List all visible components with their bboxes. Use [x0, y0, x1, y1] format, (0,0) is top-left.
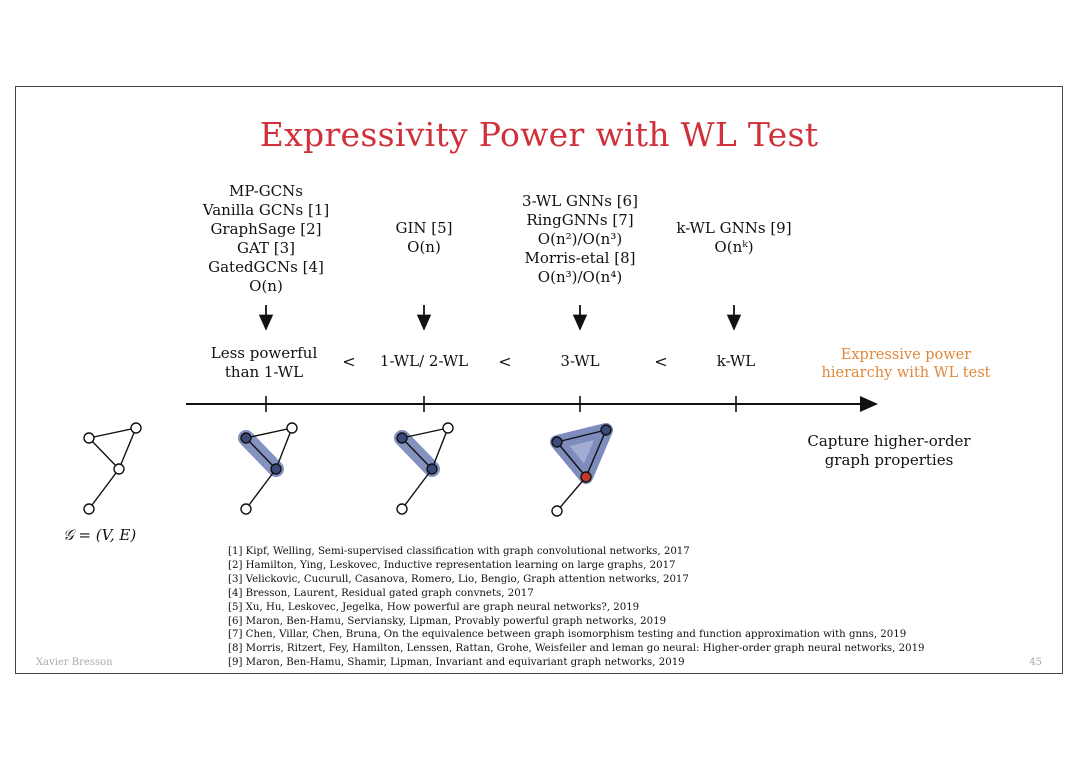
column-line: 3-WL GNNs [6] [522, 192, 638, 210]
reference-item: [6] Maron, Ben-Hamu, Serviansky, Lipman, Provably powerful graph networks, 2019 [228, 615, 667, 627]
reference-item: [2] Hamilton, Ying, Leskovec, Inductive representation learning on large graphs, 2017 [228, 559, 676, 571]
level-line: Less powerful [210, 344, 318, 362]
reference-item: [1] Kipf, Welling, Semi-supervised classification with graph convolutional networks, 2017 [228, 546, 690, 557]
column-line: Vanilla GCNs [1] [202, 201, 330, 219]
column-line: O(n³)/O(n⁴) [537, 268, 623, 286]
slide-title: Expressivity Power with WL Test [259, 115, 819, 154]
level-line: 1-WL/ 2-WL [379, 352, 469, 370]
graph-triangle-highlight [552, 425, 611, 516]
reference-item: [9] Maron, Ben-Hamu, Shamir, Lipman, Invariant and equivariant graph networks, 2019 [228, 657, 685, 669]
capture-line: graph properties [824, 451, 954, 469]
less-than-symbol: < [654, 352, 668, 371]
accent-line: hierarchy with WL test [821, 365, 991, 381]
column-line: k-WL GNNs [9] [676, 219, 792, 237]
column-line: Morris-etal [8] [524, 249, 636, 267]
accent-line: Expressive power [840, 347, 972, 363]
column-line: GatedGCNs [4] [208, 258, 324, 276]
capture-line: Capture higher-order [807, 432, 971, 450]
graph-label: 𝒢 = (V, E) [63, 526, 137, 544]
column-line: GAT [3] [236, 239, 295, 257]
footer-page-number: 45 [1029, 657, 1042, 668]
less-than-symbol: < [342, 352, 356, 371]
column-line: MP-GCNs [229, 182, 303, 200]
reference-item: [8] Morris, Ritzert, Fey, Hamilton, Lenssen, Rattan, Grohe, Weisfeiler and leman go neural: Higher-order graph neural networks, 2019 [228, 643, 925, 655]
level-line: k-WL [716, 352, 756, 370]
reference-item: [3] Velickovic, Cucurull, Casanova, Romero, Lio, Bengio, Graph attention networks, 2017 [228, 573, 689, 585]
reference-item: [5] Xu, Hu, Leskovec, Jegelka, How powerful are graph neural networks?, 2019 [228, 601, 640, 613]
graph-edge-highlight-1 [241, 423, 297, 514]
level-line: than 1-WL [224, 363, 304, 381]
column-line: O(n) [407, 238, 441, 256]
graph-plain [84, 423, 141, 514]
less-than-symbol: < [498, 352, 512, 371]
slide [15, 86, 1063, 674]
column-line: O(n) [249, 277, 283, 295]
column-line: GIN [5] [395, 219, 453, 237]
column-line: RingGNNs [7] [526, 211, 634, 229]
level-line: 3-WL [560, 352, 600, 370]
graph-edge-highlight-2 [397, 423, 453, 514]
column-line: O(nᵏ) [714, 238, 754, 256]
reference-item: [4] Bresson, Laurent, Residual gated graph convnets, 2017 [228, 587, 534, 599]
references [228, 545, 925, 670]
footer-author: Xavier Bresson [36, 657, 113, 668]
column-line: GraphSage [2] [210, 220, 322, 238]
column-line: O(n²)/O(n³) [537, 230, 623, 248]
reference-item: [7] Chen, Villar, Chen, Bruna, On the equivalence between graph isomorphism testing and function approximation with gnns, 2019 [228, 629, 907, 641]
